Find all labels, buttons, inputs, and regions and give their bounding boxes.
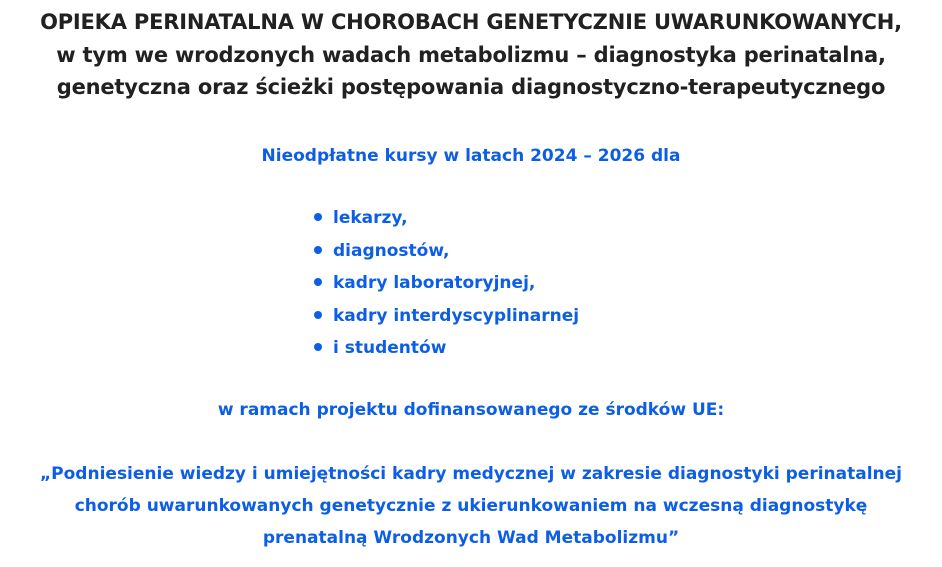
list-item — [314, 238, 579, 271]
audience-label: kadry interdyscyplinarnej — [333, 305, 580, 326]
list-item — [314, 205, 579, 238]
page-title — [0, 6, 942, 104]
project-title — [0, 458, 942, 554]
title-line-1: OPIEKA PERINATALNA W CHOROBACH GENETYCZNIE UWARUNKOWANYCH, — [40, 10, 902, 34]
bullet-icon — [314, 246, 322, 254]
bullet-icon — [314, 311, 322, 319]
title-line-2: w tym we wrodzonych wadach metabolizmu – diagnostyka perinatalna, — [56, 42, 886, 67]
title-line-3: genetyczna oraz ścieżki postępowania diagnostyczno-terapeutycznego — [56, 75, 886, 99]
audience-label: kadry laboratoryjnej, — [333, 273, 536, 293]
audience-label: i studentów — [333, 338, 447, 358]
bullet-icon — [314, 213, 322, 221]
project-line-3: prenatalną Wrodzonych Wad Metabolizmu” — [262, 528, 680, 548]
list-item — [314, 335, 579, 368]
project-line-1: „Podniesienie wiedzy i umiejętności kadry medycznej w zakresie diagnostyki perinatalnej — [40, 464, 902, 484]
courses-subtitle: Nieodpłatne kursy w latach 2024 – 2026 dla — [261, 146, 681, 166]
list-item — [314, 270, 579, 303]
list-item — [314, 303, 579, 336]
bullet-icon — [314, 278, 322, 286]
bullet-icon — [314, 343, 322, 351]
project-line-2: chorób uwarunkowanych genetycznie z ukierunkowaniem na wczesną diagnostykę — [74, 496, 868, 516]
audience-label: lekarzy, — [333, 208, 408, 228]
audience-label: diagnostów, — [333, 240, 450, 261]
audience-list — [314, 205, 579, 368]
funding-note: w ramach projektu dofinansowanego ze środków UE: — [217, 400, 725, 420]
